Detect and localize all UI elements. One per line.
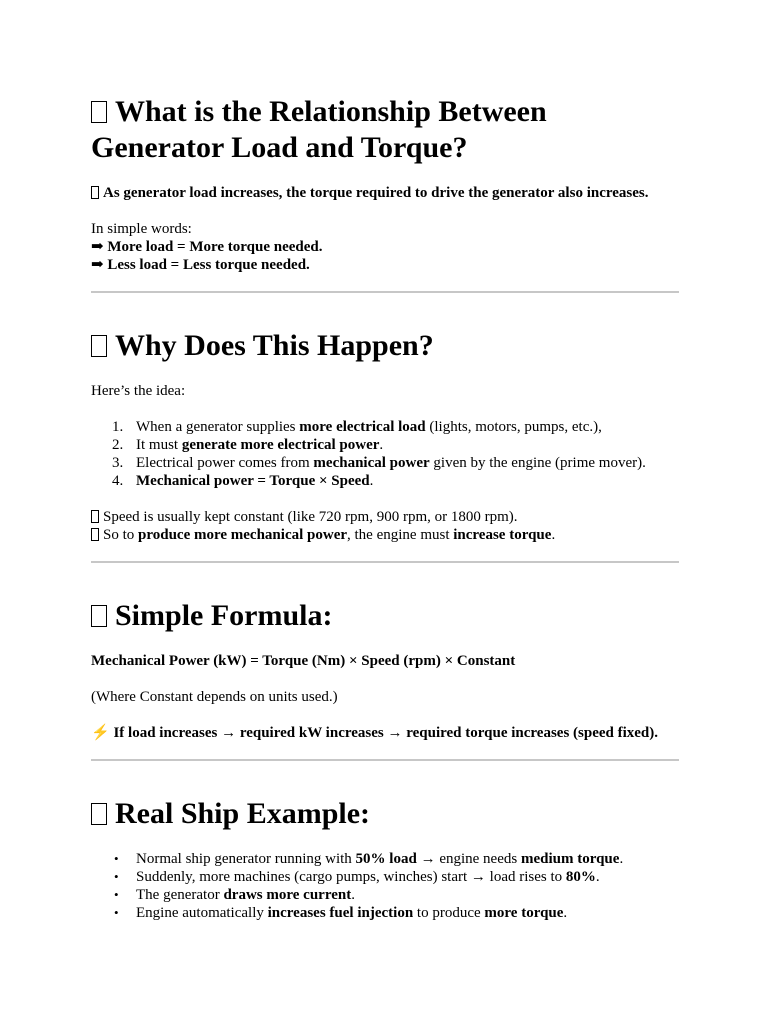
point-more-load: ➡ More load = More torque needed.	[91, 239, 323, 255]
bullet-icon: •	[114, 851, 119, 866]
missing-glyph-icon	[91, 335, 107, 357]
list-item: 2. It must generate more electrical power.	[112, 437, 384, 453]
arrow-icon: ➡	[91, 239, 104, 255]
constant-note: (Where Constant depends on units used.)	[91, 689, 338, 705]
list-item: 4. Mechanical power = Torque × Speed.	[112, 473, 374, 489]
list-item: • Suddenly, more machines (cargo pumps, winches) start → load rises to 80%.	[114, 869, 600, 885]
arrow-icon: ➡	[91, 257, 104, 273]
divider	[91, 291, 679, 293]
list-item: • The generator draws more current.	[114, 887, 355, 903]
section3-heading: Simple Formula:	[91, 598, 333, 634]
point-less-load: ➡ Less load = Less torque needed.	[91, 257, 310, 273]
section1-title-line1: What is the Relationship Between	[115, 95, 547, 128]
divider	[91, 561, 679, 563]
section1-title-line2: Generator Load and Torque?	[91, 131, 468, 164]
missing-glyph-icon	[91, 528, 99, 541]
missing-glyph-icon	[91, 186, 99, 199]
bullet-icon: •	[114, 869, 119, 884]
example-list	[91, 850, 679, 922]
implication: ⚡ If load increases → required kW increases → required torque increases (speed fixed).	[91, 725, 659, 741]
missing-glyph-icon	[91, 510, 99, 523]
missing-glyph-icon	[91, 101, 107, 123]
list-item: 3. Electrical power comes from mechanical power given by the engine (prime mover).	[112, 455, 646, 471]
section2-lead: Here’s the idea:	[91, 383, 186, 399]
section2-heading: Why Does This Happen?	[91, 328, 434, 364]
lightning-icon: ⚡	[91, 725, 110, 741]
formula: Mechanical Power (kW) = Torque (Nm) × Speed (rpm) × Constant	[91, 653, 516, 669]
missing-glyph-icon	[91, 803, 107, 825]
section4-heading: Real Ship Example:	[91, 796, 370, 832]
torque-note: So to produce more mechanical power, the engine must increase torque.	[91, 526, 555, 544]
simple-words-label: In simple words:	[91, 221, 192, 237]
section1-intro: As generator load increases, the torque required to drive the generator also increases.	[91, 184, 649, 202]
bullet-icon: •	[114, 887, 119, 902]
divider	[91, 759, 679, 761]
list-item: • Engine automatically increases fuel injection to produce more torque.	[114, 905, 568, 921]
reason-list	[91, 418, 679, 490]
section1-heading	[91, 94, 547, 166]
bullet-icon: •	[114, 905, 119, 920]
list-item: • Normal ship generator running with 50% load → engine needs medium torque.	[114, 851, 624, 867]
speed-note: Speed is usually kept constant (like 720 rpm, 900 rpm, or 1800 rpm).	[91, 508, 518, 526]
missing-glyph-icon	[91, 605, 107, 627]
list-item: 1. When a generator supplies more electrical load (lights, motors, pumps, etc.),	[112, 419, 602, 435]
